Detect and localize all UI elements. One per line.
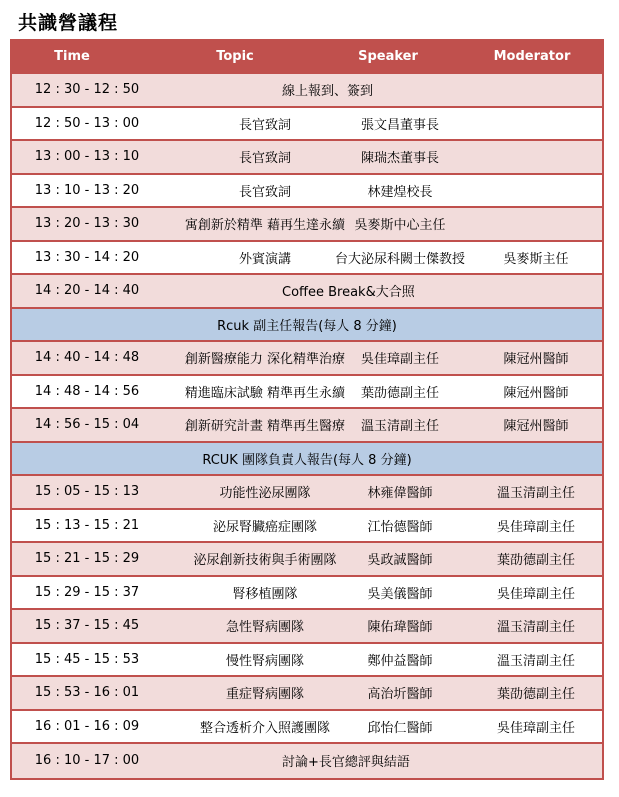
topic-cell: 急性腎病團隊 bbox=[225, 620, 304, 636]
table-row bbox=[12, 677, 602, 711]
topic-cell: 創新醫療能力 深化精準治療 bbox=[184, 352, 346, 368]
topic-cell: 長官致詞 bbox=[238, 117, 291, 133]
topic-cell: 精進臨床試驗 精準再生永續 bbox=[184, 385, 346, 401]
topic-cell: 泌尿創新技術與手術團隊 bbox=[193, 553, 337, 569]
speaker-cell: 林雍偉醫師 bbox=[367, 486, 433, 502]
speaker-cell: 台大泌尿科闕士傑教授 bbox=[334, 251, 465, 267]
table-row bbox=[12, 376, 602, 410]
table-row bbox=[12, 175, 602, 209]
time-cell: 13 : 20 - 13 : 30 bbox=[34, 216, 140, 232]
topic-cell: 腎移植團隊 bbox=[232, 586, 298, 602]
table-row bbox=[12, 409, 602, 443]
speaker-cell: 葉劭德副主任 bbox=[360, 385, 439, 401]
topic-cell: 外賓演講 bbox=[238, 251, 291, 267]
moderator-cell: 溫玉清副主任 bbox=[496, 620, 575, 636]
moderator-cell bbox=[468, 108, 604, 140]
time-cell: 15 : 29 - 15 : 37 bbox=[34, 584, 140, 600]
moderator-cell: 溫玉清副主任 bbox=[496, 653, 575, 669]
time-cell: 12 : 50 - 13 : 00 bbox=[34, 115, 140, 131]
time-cell: 13 : 00 - 13 : 10 bbox=[34, 149, 140, 165]
table-header bbox=[12, 41, 602, 74]
moderator-cell: 吳佳璋副主任 bbox=[496, 519, 575, 535]
section-row bbox=[12, 309, 602, 343]
section-row bbox=[12, 443, 602, 477]
table-row bbox=[12, 610, 602, 644]
time-cell: 14 : 48 - 14 : 56 bbox=[34, 383, 140, 399]
section-title: Rcuk 副主任報告(每人 8 分鐘) bbox=[217, 318, 397, 334]
speaker-cell: 林建煌校長 bbox=[367, 184, 433, 200]
topic-cell: 寓創新於精準 藉再生達永續 bbox=[184, 218, 346, 234]
time-cell: 14 : 20 - 14 : 40 bbox=[34, 283, 140, 299]
topic-cell: 泌尿腎臟癌症團隊 bbox=[212, 519, 317, 535]
time-cell: 13 : 30 - 14 : 20 bbox=[34, 249, 140, 265]
moderator-cell: 吳佳璋副主任 bbox=[496, 720, 575, 736]
time-cell: 15 : 53 - 16 : 01 bbox=[34, 685, 140, 701]
topic-cell: 重症腎病團隊 bbox=[225, 687, 304, 703]
speaker-cell: 江怡德醫師 bbox=[367, 519, 433, 535]
moderator-cell: 吳麥斯主任 bbox=[503, 251, 569, 267]
section-title: RCUK 團隊負責人報告(每人 8 分鐘) bbox=[202, 452, 412, 468]
table-row bbox=[12, 242, 602, 276]
speaker-cell: 吳政誠醫師 bbox=[367, 553, 433, 569]
topic-cell: 整合透析介入照護團隊 bbox=[199, 720, 330, 736]
moderator-cell bbox=[468, 141, 604, 173]
speaker-cell: 邱怡仁醫師 bbox=[367, 720, 433, 736]
speaker-cell: 陳佑瑋醫師 bbox=[367, 620, 433, 636]
table-row bbox=[12, 711, 602, 745]
table-row bbox=[12, 342, 602, 376]
speaker-cell: 張文昌董事長 bbox=[360, 117, 439, 133]
topic-cell: 長官致詞 bbox=[238, 184, 291, 200]
table-row bbox=[12, 108, 602, 142]
moderator-cell: 陳冠州醫師 bbox=[503, 352, 569, 368]
activity-cell: 線上報到、簽到 bbox=[282, 84, 374, 100]
time-cell: 16 : 01 - 16 : 09 bbox=[34, 718, 140, 734]
header-moderator: Moderator bbox=[493, 49, 571, 64]
header-speaker: Speaker bbox=[358, 49, 418, 64]
time-cell: 12 : 30 - 12 : 50 bbox=[34, 82, 140, 98]
header-time: Time bbox=[54, 49, 90, 64]
time-cell: 14 : 56 - 15 : 04 bbox=[34, 417, 140, 433]
table-row bbox=[12, 74, 602, 108]
table-row bbox=[12, 543, 602, 577]
time-cell: 13 : 10 - 13 : 20 bbox=[34, 182, 140, 198]
speaker-cell: 吳佳璋副主任 bbox=[360, 352, 439, 368]
moderator-cell: 吳佳璋副主任 bbox=[496, 586, 575, 602]
time-cell: 15 : 37 - 15 : 45 bbox=[34, 618, 140, 634]
activity-cell: Coffee Break&大合照 bbox=[282, 285, 415, 301]
agenda-table bbox=[10, 39, 604, 780]
time-cell: 15 : 45 - 15 : 53 bbox=[34, 651, 140, 667]
page-title: 共識營議程 bbox=[18, 12, 119, 34]
activity-cell: 討論+長官總評與結語 bbox=[282, 755, 410, 771]
time-cell: 15 : 21 - 15 : 29 bbox=[34, 551, 140, 567]
speaker-cell: 吳美儀醫師 bbox=[367, 586, 433, 602]
table-row bbox=[12, 744, 602, 778]
time-cell: 16 : 10 - 17 : 00 bbox=[34, 753, 140, 769]
topic-cell: 創新研究計畫 精準再生醫療 bbox=[184, 419, 346, 435]
moderator-cell: 溫玉清副主任 bbox=[496, 486, 575, 502]
table-row bbox=[12, 577, 602, 611]
time-cell: 15 : 13 - 15 : 21 bbox=[34, 517, 140, 533]
table-row bbox=[12, 141, 602, 175]
topic-cell: 長官致詞 bbox=[238, 151, 291, 167]
speaker-cell: 吳麥斯中心主任 bbox=[354, 218, 446, 234]
moderator-cell: 陳冠州醫師 bbox=[503, 385, 569, 401]
moderator-cell: 葉劭德副主任 bbox=[496, 687, 575, 703]
table-row bbox=[12, 275, 602, 309]
time-cell: 15 : 05 - 15 : 13 bbox=[34, 484, 140, 500]
moderator-cell bbox=[468, 208, 604, 240]
time-cell: 14 : 40 - 14 : 48 bbox=[34, 350, 140, 366]
table-row bbox=[12, 644, 602, 678]
header-topic: Topic bbox=[216, 49, 254, 64]
moderator-cell bbox=[468, 175, 604, 207]
table-row bbox=[12, 476, 602, 510]
topic-cell: 慢性腎病團隊 bbox=[225, 653, 304, 669]
moderator-cell: 陳冠州醫師 bbox=[503, 419, 569, 435]
speaker-cell: 鄭仲益醫師 bbox=[367, 653, 433, 669]
table-row bbox=[12, 510, 602, 544]
speaker-cell: 陳瑞杰董事長 bbox=[360, 151, 439, 167]
topic-cell: 功能性泌尿團隊 bbox=[219, 486, 311, 502]
moderator-cell: 葉劭德副主任 bbox=[496, 553, 575, 569]
table-row bbox=[12, 208, 602, 242]
speaker-cell: 溫玉清副主任 bbox=[360, 419, 439, 435]
speaker-cell: 高治圻醫師 bbox=[367, 687, 433, 703]
